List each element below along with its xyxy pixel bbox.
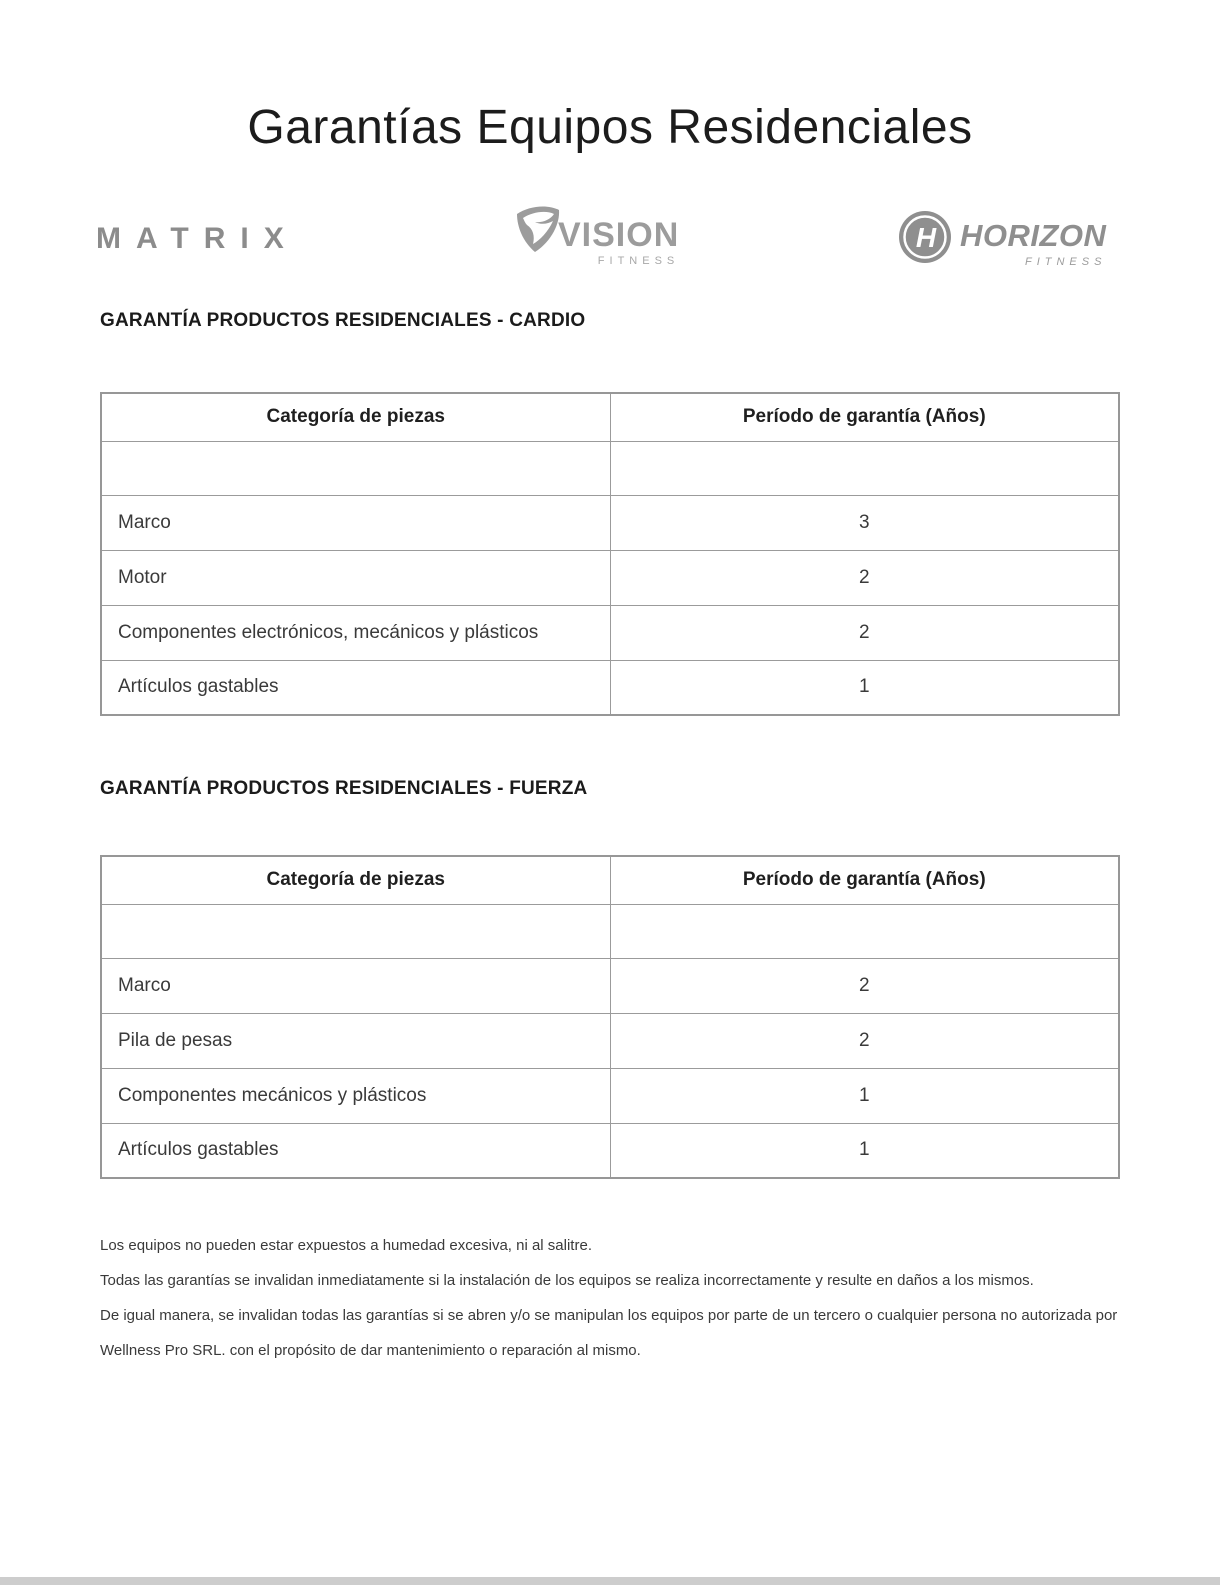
period-cell: 2 [610, 550, 1119, 605]
table-row [101, 605, 1119, 660]
period-cell: 2 [610, 958, 1119, 1013]
section-heading-cardio: GARANTÍA PRODUCTOS RESIDENCIALES - CARDIO [100, 310, 586, 331]
column-header: Período de garantía (Años) [610, 393, 1119, 441]
category-cell: Componentes mecánicos y plásticos [101, 1068, 610, 1123]
horizontal-scrollbar[interactable] [0, 1577, 1220, 1585]
vision-wordmark: VISION [558, 216, 680, 254]
table-header-row [101, 393, 1119, 441]
horizon-logo [898, 210, 1106, 269]
vision-fitness-label: FITNESS [597, 255, 680, 267]
category-cell: Pila de pesas [101, 1013, 610, 1068]
footer-note-line: De igual manera, se invalidan todas las garantías si se abren y/o se manipulan los equipos por parte de un tercero o cualquier persona no autorizada por [100, 1307, 1118, 1324]
horizon-circle-icon [898, 210, 952, 269]
category-cell [101, 441, 610, 495]
vision-shield-icon [514, 203, 562, 260]
fuerza-warranty-table [100, 855, 1120, 1179]
footer-note-line: Wellness Pro SRL. con el propósito de dar mantenimiento o reparación al mismo. [100, 1342, 641, 1359]
period-cell: 1 [610, 1068, 1119, 1123]
horizon-fitness-label: FITNESS [1024, 256, 1107, 268]
category-cell [101, 904, 610, 958]
column-header: Categoría de piezas [101, 856, 610, 904]
category-cell: Artículos gastables [101, 1123, 610, 1178]
period-cell: 2 [610, 605, 1119, 660]
footer-notes [100, 1228, 1160, 1368]
table-row [101, 958, 1119, 1013]
column-header: Período de garantía (Años) [610, 856, 1119, 904]
footer-note-line: Todas las garantías se invalidan inmediatamente si la instalación de los equipos se realiza incorrectamente y resulte en daños a los mismos. [100, 1272, 1034, 1289]
table-row [101, 904, 1119, 958]
vision-wordmark-group [558, 203, 679, 267]
period-cell [610, 441, 1119, 495]
table-row [101, 441, 1119, 495]
category-cell: Artículos gastables [101, 660, 610, 715]
table-row [101, 550, 1119, 605]
period-cell: 3 [610, 495, 1119, 550]
cardio-warranty-table [100, 392, 1120, 716]
table-row [101, 1123, 1119, 1178]
section-heading-fuerza: GARANTÍA PRODUCTOS RESIDENCIALES - FUERZA [100, 778, 588, 799]
period-cell: 2 [610, 1013, 1119, 1068]
svg-text:H: H [915, 222, 937, 253]
category-cell: Marco [101, 495, 610, 550]
table-row [101, 1068, 1119, 1123]
column-header: Categoría de piezas [101, 393, 610, 441]
category-cell: Motor [101, 550, 610, 605]
category-cell: Componentes electrónicos, mecánicos y plásticos [101, 605, 610, 660]
category-cell: Marco [101, 958, 610, 1013]
period-cell: 1 [610, 660, 1119, 715]
horizon-wordmark-group [960, 210, 1106, 268]
table-header-row [101, 856, 1119, 904]
period-cell: 1 [610, 1123, 1119, 1178]
matrix-logo [96, 222, 299, 256]
horizon-wordmark: HORIZON [960, 218, 1107, 253]
vision-logo [514, 203, 679, 267]
table-row [101, 1013, 1119, 1068]
period-cell [610, 904, 1119, 958]
footer-note-line: Los equipos no pueden estar expuestos a humedad excesiva, ni al salitre. [100, 1237, 592, 1254]
page-title: Garantías Equipos Residenciales [247, 101, 973, 154]
table-row [101, 495, 1119, 550]
matrix-wordmark: MATRIX [96, 222, 299, 255]
table-row [101, 660, 1119, 715]
